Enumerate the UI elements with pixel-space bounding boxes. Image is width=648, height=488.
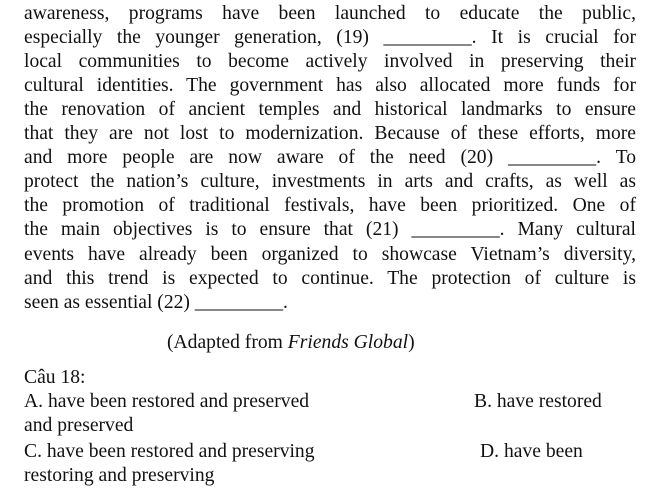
question-label: Câu 18:	[24, 367, 86, 388]
passage-line: the renovation of ancient temples and historical landmarks to ensure	[24, 99, 636, 121]
source-title: Friends Global	[287, 332, 409, 353]
option-b: B. have restored	[474, 391, 602, 412]
option-a: A. have been restored and preserved	[24, 391, 310, 412]
source-suffix: )	[408, 332, 415, 353]
option-c: C. have been restored and preserving	[24, 441, 315, 462]
source-prefix: (Adapted from	[167, 332, 288, 353]
passage-line: the main objectives is to ensure that (21) _________. Many cultural	[24, 219, 636, 241]
passage-line: and more people are now aware of the need (20) _________. To	[24, 147, 636, 169]
option-d: D. have been	[480, 441, 583, 462]
option-c-continuation: restoring and preserving	[24, 465, 215, 486]
passage-line: the promotion of traditional festivals, have been prioritized. One of	[24, 195, 636, 217]
passage-line: seen as essential (22) _________.	[24, 291, 288, 313]
passage-line: awareness, programs have been launched to educate the public,	[24, 3, 636, 24]
passage-line: and this trend is expected to continue. The protection of culture is	[24, 267, 636, 289]
option-a-continuation: and preserved	[24, 415, 134, 436]
passage-line: local communities to become actively involved in preserving their	[24, 51, 636, 73]
passage-line: events have already been organized to showcase Vietnam’s diversity,	[24, 243, 636, 265]
passage-line: that they are not lost to modernization. Because of these efforts, more	[24, 123, 636, 145]
source-citation	[167, 331, 415, 355]
passage-line: cultural identities. The government has also allocated more funds for	[24, 75, 636, 97]
passage-line: protect the nation’s culture, investments in arts and crafts, as well as	[24, 171, 636, 193]
passage-line: especially the younger generation, (19) _________. It is crucial for	[24, 27, 636, 49]
